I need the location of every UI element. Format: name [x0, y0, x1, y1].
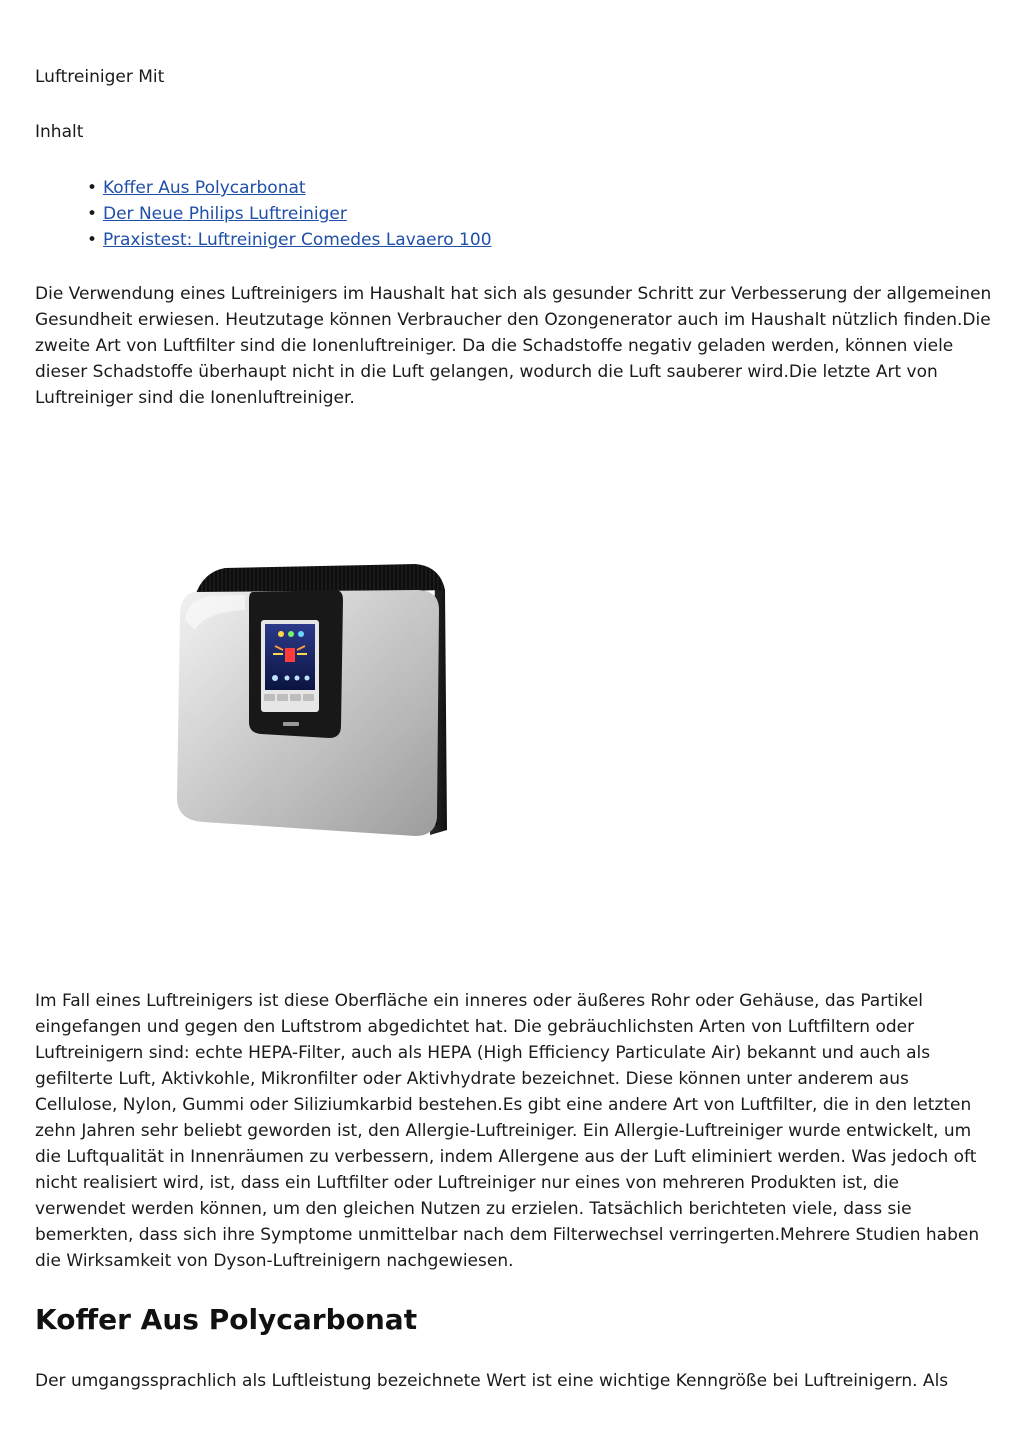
- toc-item: [87, 201, 492, 227]
- toc-link-koffer[interactable]: Koffer Aus Polycarbonat: [103, 178, 306, 198]
- toc-link-philips[interactable]: Der Neue Philips Luftreiniger: [103, 204, 347, 224]
- body-paragraph-2: Im Fall eines Luftreinigers ist diese Oberfläche ein inneres oder äußeres Rohr oder Gehäuse, das Partikel eingefangen und gegen den Luftstrom abgedichtet hat. Die gebräuchlichsten Arten von Luftfiltern oder Luftreinigern sind: echte HEPA-Filter, auch als HEPA (High Efficiency Particulate Air) bekannt und auch als gefilterte Luft, Aktivkohle, Mikronfilter oder Aktivhydrate bezeichnet. Diese können unter anderem aus Cellulose, Nylon, Gummi oder Siliziumkarbid bestehen.Es gibt eine andere Art von Luftfilter, die in den letzten zehn Jahren sehr beliebt geworden ist, den Allergie-Luftreiniger. Ein Allergie-Luftreiniger wurde entwickelt, um die Luftqualität in Innenräumen zu verbessern, indem Allergene aus der Luft eliminiert werden. Was jedoch oft nicht realisiert wird, ist, dass ein Luftfilter oder Luftreiniger nur eines von mehreren Produkten ist, die verwendet werden können, um den gleichen Nutzen zu erzielen. Tatsächlich berichteten viele, dass sie bemerkten, dass sich ihre Symptome unmittelbar nach dem Filterwechsel verringerten.Mehrere Studien haben die Wirksamkeit von Dyson-Luftreinigern nachgewiesen.: [35, 991, 980, 1271]
- toc-item: [87, 227, 492, 253]
- body-paragraph-3: Der umgangssprachlich als Luftleistung bezeichnete Wert ist eine wichtige Kenngröße bei Luftreinigern. Als: [35, 1371, 949, 1391]
- document-title: Luftreiniger Mit: [35, 67, 165, 87]
- toc-item: [87, 175, 492, 201]
- toc-heading: Inhalt: [35, 122, 84, 142]
- section-heading-koffer: Koffer Aus Polycarbonat: [35, 1303, 418, 1336]
- air-purifier-image: [35, 530, 555, 875]
- table-of-contents: [87, 175, 492, 253]
- toc-link-praxistest[interactable]: Praxistest: Luftreiniger Comedes Lavaero 100: [103, 230, 492, 250]
- body-paragraph-1: Die Verwendung eines Luftreinigers im Haushalt hat sich als gesunder Schritt zur Verbesserung der allgemeinen Gesundheit erwiesen. Heutzutage können Verbraucher den Ozongenerator auch im Haushalt nützlich finden.Die zweite Art von Luftfilter sind die Ionenluftreiniger. Da die Schadstoffe negativ geladen werden, können viele dieser Schadstoffe überhaupt nicht in die Luft gelangen, wodurch die Luft sauberer wird.Die letzte Art von Luftreiniger sind die Ionenluftreiniger.: [35, 284, 992, 408]
